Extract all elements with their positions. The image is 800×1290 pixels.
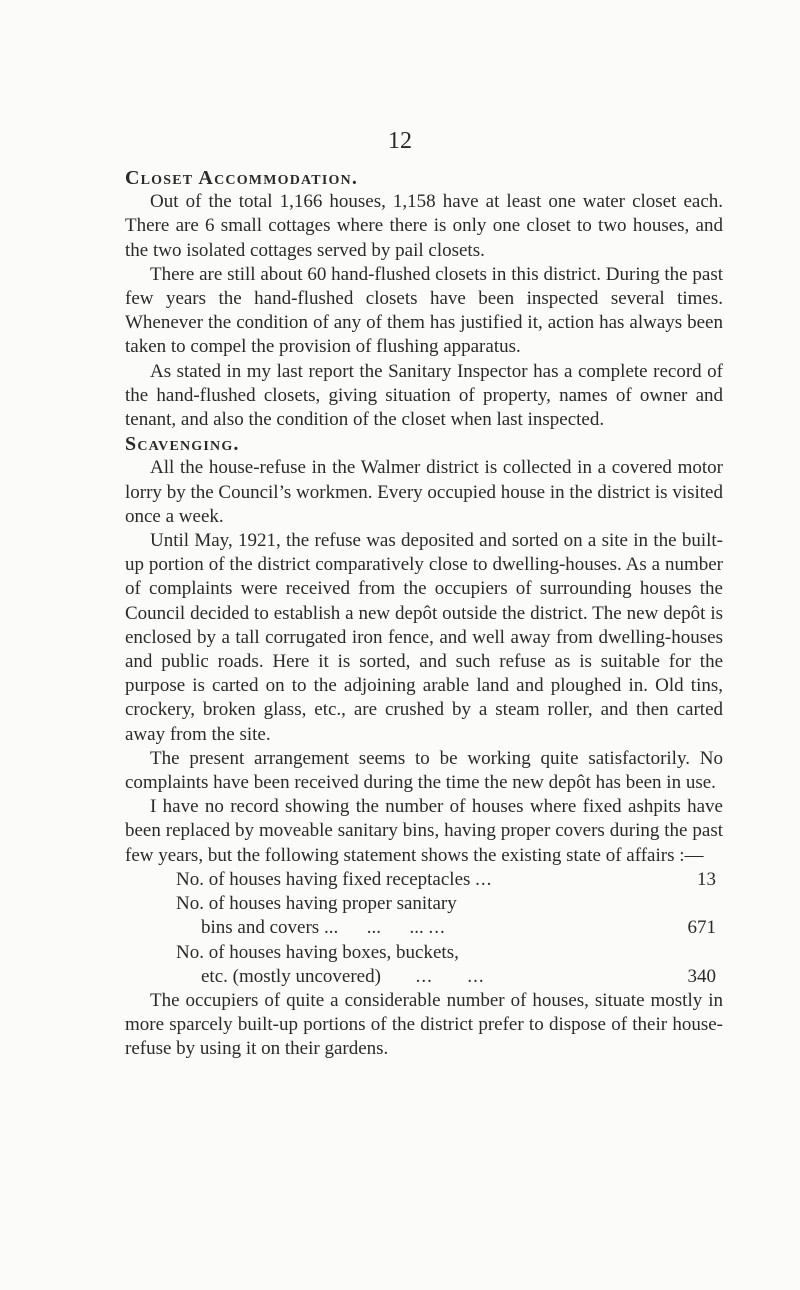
statement-value: 671	[687, 917, 716, 939]
closet-paragraph: As stated in my last report the Sanitary Inspector has a complete record of the hand-flushed closets, giving situation of property, names of owner and tenant, and also the condition of the closet when last inspected.	[125, 360, 723, 431]
closet-paragraph: Out of the total 1,166 houses, 1,158 have at least one water closet each. There are 6 small cottages where there is only one closet to two houses, and the two isolated cottages served by pail closets.	[125, 191, 723, 261]
statement-label-continued: bins and covers ... ... ...	[201, 917, 424, 939]
scavenging-paragraph: All the house-refuse in the Walmer district is collected in a covered motor lorry by the Council’s workmen. Every occupied house in the district is visited once a week.	[125, 457, 723, 527]
statement-value: 13	[697, 868, 716, 890]
scavenging-heading: Scavenging.	[125, 433, 240, 456]
statement-leaders: ...	[428, 917, 446, 939]
statement-label: No. of houses having boxes, buckets,	[176, 941, 459, 963]
statement-leaders: ...	[475, 868, 493, 890]
closing-paragraph: The occupiers of quite a considerable number of houses, situate mostly in more sparcely built-up portions of the district prefer to dispose of their house-refuse by using it on their gardens.	[125, 989, 723, 1060]
statement-row-sanitary-bins	[125, 892, 723, 940]
scavenging-paragraph: I have no record showing the number of houses where fixed ashpits have been replaced by moveable sanitary bins, having proper covers during the past few years, but the following statement shows the existing state of affairs :—	[125, 796, 723, 866]
closet-paragraph: There are still about 60 hand-flushed closets in this district. During the past few years the hand-flushed closets have been inspected several times. Whenever the condition of any of them has justified it, action has always been taken to compel the provision of flushing apparatus.	[125, 263, 723, 358]
statement-label-continued: etc. (mostly uncovered)	[201, 965, 381, 987]
page-number: 12	[388, 128, 412, 154]
scavenging-paragraph: The present arrangement seems to be working quite satisfactorily. No complaints have been received during the time the new depôt has been in use.	[125, 747, 723, 794]
statement-label: No. of houses having fixed receptacles	[176, 868, 471, 890]
scavenging-paragraph: Until May, 1921, the refuse was deposited and sorted on a site in the built-up portion of the district comparatively close to dwelling-houses. As a number of complaints were received from the occupiers of surrounding houses the Council decided to establish a new depôt outside the district. The new depôt is enclosed by a tall corrugated iron fence, and well away from dwelling-houses and public roads. Here it is sorted, and such refuse as is suitable for the purpose is carted on to the adjoining arable land and ploughed in. Old tins, crockery, broken glass, etc., are crushed by a steam roller, and then carted away from the site.	[125, 530, 723, 745]
statement-label: No. of houses having proper sanitary	[176, 893, 457, 915]
statement-leaders: ... ...	[415, 965, 485, 987]
statement-value: 340	[687, 965, 716, 987]
statement-row-boxes-buckets	[125, 941, 723, 989]
page-content	[125, 166, 723, 1062]
statement-row-fixed-receptacles	[125, 868, 723, 892]
closet-accommodation-heading: Closet Accommodation.	[125, 167, 359, 189]
